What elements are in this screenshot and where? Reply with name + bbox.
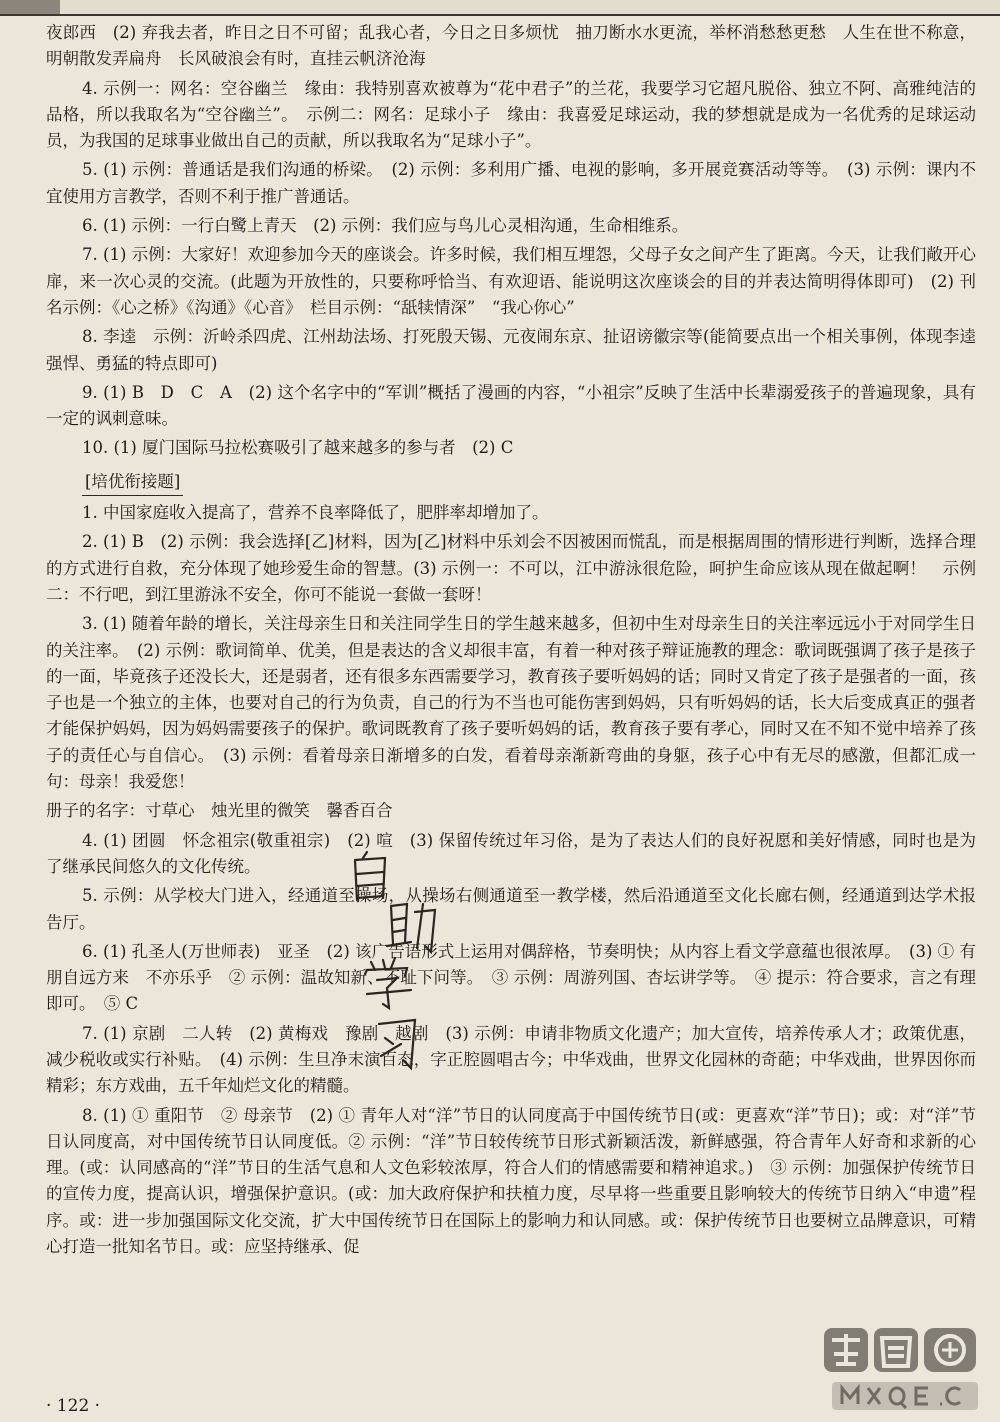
answer-paragraph: 5. (1) 示例：普通话是我们沟通的桥梁。 (2) 示例：多利用广播、电视的影响，多开展竞赛活动等等。 (3) 示例：课内不宜使用方言教学，否则不利于推广普通话。 <box>46 160 976 206</box>
answer-paragraph: 7. (1) 京剧 二人转 (2) 黄梅戏 豫剧 越剧 (3) 示例：申请非物质文化遗产；加大宣传，培养传承人才；政策优惠，减少税收或实行补贴。 (4) 示例：生旦净末演百态，字正腔圆唱古今；中华戏曲，世界文化园林的奇葩；中华戏曲，世界因你而精彩；东方戏曲，五千年灿烂文化的精髓。 <box>46 1023 976 1096</box>
answer-paragraph: 夜郎西 (2) 弃我去者，昨日之日不可留；乱我心者，今日之日多烦忧 抽刀断水水更流，举杯消愁愁更愁 人生在世不称意，明朝散发弄扁舟 长风破浪会有时，直挂云帆济沧海 <box>46 23 976 69</box>
header-tab-mark <box>0 0 60 14</box>
answer-text-body <box>46 20 976 1263</box>
answer-paragraph: 7. (1) 示例：大家好！欢迎参加今天的座谈会。许多时候，我们相互埋怨，父母子女之间产生了距离。今天，让我们敞开心扉，来一次心灵的交流。(此题为开放性的，只要称呼恰当、有欢迎语、能说明这次座谈会的目的并表达简明得体即可) (2) 刊名示例：《心之桥》《沟通》《心音》 栏目示例：“舐犊情深” “我心你心” <box>46 245 976 317</box>
answer-paragraph: 2. (1) B (2) 示例：我会选择[乙]材料，因为[乙]材料中乐刘会不因被困而慌乱，而是根据周围的情形进行判断，选择合理的方式进行自救，充分体现了她珍爱生命的智慧。(3) 示例一：不可以，江中游泳很危险，呵护生命应该从现在做起啊！ 示例二：不行吧，到江里游泳不安全，你可不能说一套做一套呀！ <box>46 532 976 604</box>
answer-paragraph: 3. (1) 随着年龄的增长，关注母亲生日和关注同学生日的学生越来越多，但初中生对母亲生日的关注率远远小于对同学生日的关注率。 (2) 示例：歌词简单、优美，但是表达的含义却很丰富，有着一种对孩子辩证施教的理念：歌词既强调了孩子是孩子的一面，毕竟孩子还没长大，还是弱者，还有很多东西需要学习，教育孩子要听妈妈的话；同时又肯定了孩子是强者的一面，孩子也是一个独立的主体，也要对自己的行为负责，自己的行为不当也可能伤害到妈妈，只有听妈妈的话，长大后变成真正的强者才能保护妈妈，因为妈妈需要孩子的保护。歌词既教育了孩子要听妈妈的话，教育孩子要有孝心，同时又在不知不觉中培养了孩子的责任心与自信心。 (3) 示例：看着母亲日渐增多的白发，看着母亲渐新弯曲的身躯，孩子心中有无尽的感激，但都汇成一句：母亲！我爱您！ <box>46 614 976 792</box>
answer-paragraph: 6. (1) 示例：一行白鹭上青天 (2) 示例：我们应与鸟儿心灵相沟通，生命相维系。 <box>82 216 689 236</box>
answer-paragraph: 10. (1) 厦门国际马拉松赛吸引了越来越多的参与者 (2) C <box>82 438 514 458</box>
answer-paragraph: 9. (1) B D C A (2) 这个名字中的“军训”概括了漫画的内容，“小祖宗”反映了生活中长辈溺爱孩子的普遍现象，具有一定的讽刺意味。 <box>46 382 976 429</box>
handwritten-annotation <box>345 848 445 1078</box>
answer-paragraph: 8. (1) ① 重阳节 ② 母亲节 (2) ① 青年人对“洋”节日的认同度高于中国传统节日(或：更喜欢“洋”节日)；或：对“洋”节日认同度高，对中国传统节日认同度低。② 示例：“洋”节日较传统节日形式新颖活泼，新鲜感强，符合青年人好奇和求新的心理。(或：认同感高的“洋”节日的生活气息和人文色彩较浓厚，符合人们的情感需要和精神追求。) ③ 示例：加强保护传统节日的宣传力度，提高认识，增强保护意识。(或：加大政府保护和扶植力度，尽早将一些重要且影响较大的传统节日纳入“申遗”程序。或：进一步加强国际文化交流，扩大中国传统节日在国际上的影响力和认同感。或：保护传统节日也要树立品牌意识，可精心打造一批知名节日。或：应坚持继承、促 <box>46 1105 976 1257</box>
answer-paragraph: 4. 示例一：网名：空谷幽兰 缘由：我特别喜欢被尊为“花中君子”的兰花，我要学习它超凡脱俗、独立不阿、高雅纯洁的品格，所以我取名为“空谷幽兰”。 示例二：网名：足球小子 缘由：我喜爱足球运动，我的梦想就是成为一名优秀的足球运动员，为我国的足球事业做出自己的贡献，所以我取名为“足球小子”。 <box>46 78 976 151</box>
answer-paragraph: 6. (1) 孔圣人(万世师表) 亚圣 (2) 该广告语形式上运用对偶辞格，节奏明快；从内容上看文学意蕴也很浓厚。 (3) ① 有朋自远方来 不亦乐乎 ② 示例：温故知新、不耻下问等。 ③ 示例：周游列国、杏坛讲学等。 ④ 提示：符合要求，言之有理即可。 ⑤ C <box>46 941 976 1014</box>
answer-paragraph: 1. 中国家庭收入提高了，营养不良率降低了，肥胖率却增加了。 <box>82 503 549 523</box>
page-header-rule <box>0 0 1000 16</box>
page-number: · 122 · <box>46 1396 101 1416</box>
answer-paragraph: 4. (1) 团圆 怀念祖宗(敬重祖宗) (2) 喧 (3) 保留传统过年习俗，是为了表达人们的良好祝愿和美好情感，同时也是为了继承民间悠久的文化传统。 <box>46 830 976 876</box>
watermark-logo <box>818 1322 994 1418</box>
answer-paragraph: 5. 示例：从学校大门进入，经通道至操场，从操场右侧通道至一教学楼，然后沿通道至文化长廊右侧，经通道到达学术报告厅。 <box>46 886 976 932</box>
answer-paragraph: 8. 李逵 示例：沂岭杀四虎、江州劫法场、打死殷天锡、元夜闹东京、扯诏谤徽宗等(能简要点出一个相关事例，体现李逵强悍、勇猛的特点即可) <box>46 327 976 373</box>
section-heading: [培优衔接题] <box>82 469 183 496</box>
answer-paragraph: 册子的名字：寸草心 烛光里的微笑 馨香百合 <box>46 801 393 821</box>
